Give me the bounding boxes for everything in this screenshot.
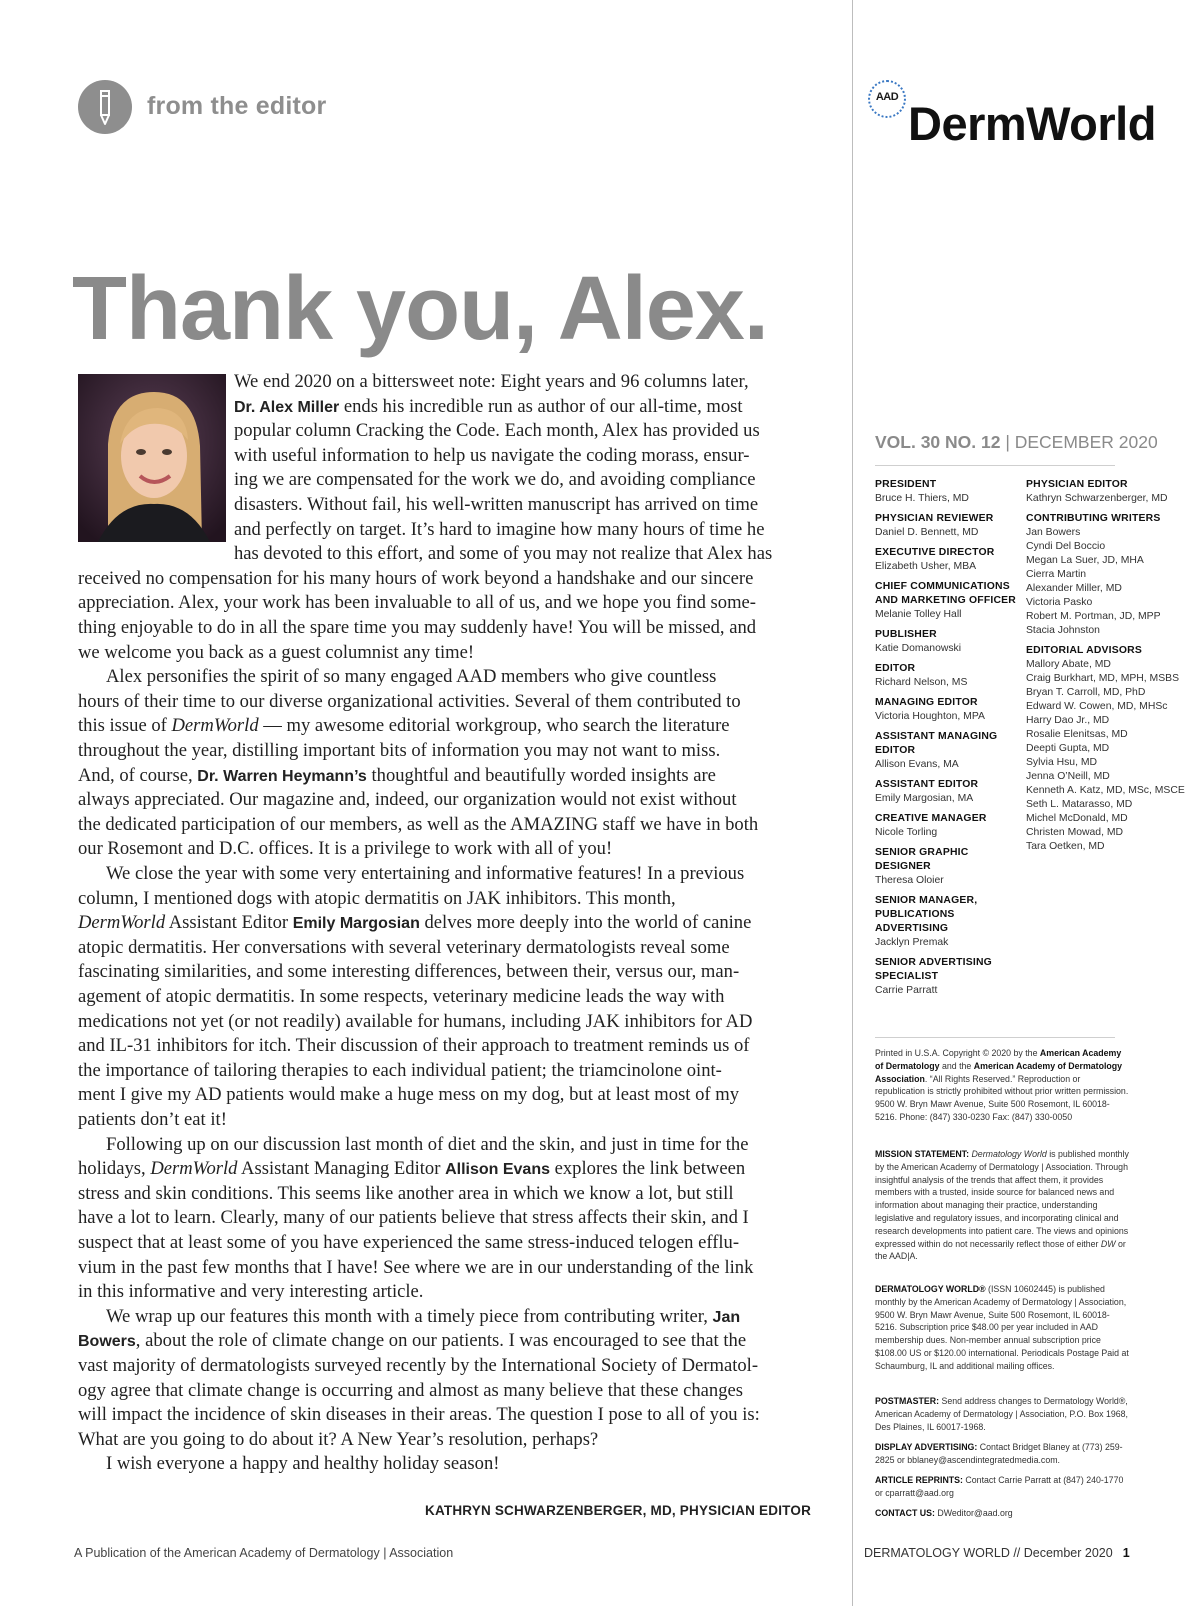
masthead-person: Craig Burkhart, MD, MPH, MSBS <box>1026 673 1180 684</box>
masthead-person: Cyndi Del Boccio <box>1026 541 1106 552</box>
body-line: patients don’t eat it! <box>78 1109 227 1130</box>
body-line: We end 2020 on a bittersweet note: Eight years and 96 columns later, <box>234 371 749 392</box>
mission-or: or the AAD|A. <box>875 1238 1126 1262</box>
body-name: Emily Margosian <box>292 915 420 933</box>
mission-text: is published monthly by the American Academy of Dermatology | Association. Through insightful analysis of the trends that affect them, it provides members with a trusted, inside source for balanced news and information about managing their practice, understanding legislative and regulatory issues, and incorporating clinical and research developments into patient care. The views and opinions expressed within do not necessarily reflect those of either <box>875 1149 1129 1249</box>
body-line: vast majority of dermatologists surveyed recently by the International Society of Dermatol- <box>78 1355 759 1376</box>
body-line: suspect that at least some of you have experienced the same stress-induced telogen efflu- <box>78 1232 740 1253</box>
masthead-person: Tara Oetken, MD <box>1026 841 1105 852</box>
masthead-person: Deepti Gupta, MD <box>1026 743 1110 754</box>
issue-date: | DECEMBER 2020 <box>1000 432 1158 452</box>
masthead-entry <box>875 956 1025 998</box>
logo-badge-text: AAD <box>875 91 899 103</box>
masthead-person: Carrie Parratt <box>875 985 938 996</box>
body-line: thing enjoyable to do in all the spare time you may suddenly have! You will be missed, and <box>78 617 757 638</box>
masthead-role: ASSISTANT MANAGING EDITOR <box>875 731 998 756</box>
masthead-person: Elizabeth Usher, MBA <box>875 561 977 572</box>
body-line: appreciation. Alex, your work has been invaluable to all of us, and we hope you find some- <box>78 592 756 614</box>
footer-pub: DERMATOLOGY WORLD // December 2020 <box>864 1546 1113 1560</box>
body-line: throughout the year, distilling important bits of information you may not want to miss. <box>78 740 721 761</box>
dermworld-logo: DermWorld <box>908 97 1156 150</box>
body-line: What are you going to do about it? A New Year’s resolution, perhaps? <box>78 1428 599 1450</box>
body-text: thoughtful and beautifully worded insights are <box>366 764 716 786</box>
reprints-text: Contact Carrie Parratt at (847) 240-1770 or cparratt@aad.org <box>875 1475 1124 1498</box>
masthead-entry <box>875 894 1025 950</box>
body-line <box>78 911 751 936</box>
masthead-person: Rosalie Elenitsas, MD <box>1026 729 1128 740</box>
masthead-role: ASSISTANT EDITOR <box>875 779 979 790</box>
body-line: the importance of tailoring therapies to each individual patient; the triamcinolone oint- <box>78 1059 722 1081</box>
masthead-person: Megan La Suer, JD, MHA <box>1026 555 1144 566</box>
body-line: agement of atopic dermatitis. In some respects, veterinary medicine leads the way with <box>78 986 725 1007</box>
body-line: we welcome you back as a guest columnist any time! <box>78 641 475 663</box>
body-line: have a lot to learn. Clearly, many of our patients believe that stress affects their skin, and I <box>78 1207 749 1229</box>
masthead-staff-right <box>1026 478 1186 860</box>
author-portrait <box>78 374 226 542</box>
mission-dw: DW <box>1100 1238 1116 1249</box>
body-name: Bowers <box>78 1333 136 1351</box>
masthead-role: CHIEF COMMUNICATIONS AND MARKETING OFFICER <box>875 581 1017 606</box>
body-text: delves more deeply into the world of canine <box>419 912 752 934</box>
masthead-divider <box>875 465 1115 466</box>
body-text: DermWorld Assistant Editor <box>78 912 293 934</box>
masthead-role: PUBLISHER <box>875 629 937 640</box>
masthead-entry <box>1026 512 1186 638</box>
body-name: Jan <box>712 1308 741 1326</box>
body-line <box>78 764 716 789</box>
masthead-role: SENIOR GRAPHIC DESIGNER <box>875 847 969 872</box>
body-line: fascinating similarities, and some interesting differences, between their, versus our, man- <box>78 961 740 983</box>
body-line: disasters. Without fail, his well-written manuscript has arrived on time <box>234 494 759 515</box>
mission-statement <box>875 1148 1130 1263</box>
headline: Thank you, Alex. <box>72 259 768 359</box>
masthead-entry <box>875 628 1025 656</box>
body-line: Following up on our discussion last month of diet and the skin, and just in time for the <box>106 1133 749 1155</box>
masthead-person: Robert M. Portman, JD, MPP <box>1026 611 1161 622</box>
masthead-entry <box>875 546 1025 574</box>
reprints-label: ARTICLE REPRINTS: <box>875 1475 963 1485</box>
body-line: I wish everyone a happy and healthy holiday season! <box>106 1453 500 1475</box>
body-text: And, of course, <box>78 764 198 786</box>
masthead-person: Bruce H. Thiers, MD <box>875 493 969 504</box>
masthead-role: SENIOR MANAGER, PUBLICATIONS ADVERTISING <box>875 895 978 934</box>
body-line: column, I mentioned dogs with atopic dermatitis on JAK inhibitors. This month, <box>78 887 676 909</box>
masthead-role: PHYSICIAN EDITOR <box>1026 479 1128 490</box>
body-line: ing we are compensated for the work we do, and avoiding compliance <box>234 469 756 491</box>
body-line <box>234 395 743 420</box>
body-name: Dr. Warren Heymann’s <box>197 767 367 785</box>
section-label: from the editor <box>147 92 327 120</box>
masthead-person: Alexander Miller, MD <box>1026 583 1122 594</box>
column-rule <box>852 0 853 1606</box>
masthead-entry <box>875 662 1025 690</box>
masthead-person: Daniel D. Bennett, MD <box>875 527 979 538</box>
masthead-person: Kathryn Schwarzenberger, MD <box>1026 493 1168 504</box>
pencil-icon <box>78 80 132 134</box>
masthead-role: PRESIDENT <box>875 479 937 490</box>
body-line: ment I give my AD patients would make a huge mess on my dog, but at least most of my <box>78 1084 740 1106</box>
masthead-person: Katie Domanowski <box>875 643 962 654</box>
masthead-person: Jenna O’Neill, MD <box>1026 771 1110 782</box>
body-line: has devoted to this effort, and some of you may not realize that Alex has <box>234 543 773 565</box>
body-line: medications not yet (or not readily) available for humans, including JAK inhibitors for AD <box>78 1010 753 1032</box>
masthead-person: Michel McDonald, MD <box>1026 813 1128 824</box>
body-name: Dr. Alex Miller <box>234 398 340 416</box>
postmaster-text: Send address changes to Dermatology World®, American Academy of Dermatology | Association, P.O. Box 1968, Des Plaines, IL 60017-1968. <box>875 1396 1128 1432</box>
masthead-person: Nicole Torling <box>875 827 938 838</box>
body-line: stress and skin conditions. This seems like another area in which we know a lot, but still <box>78 1182 734 1204</box>
copyright-assoc: American Academy of Dermatology Association <box>875 1060 1123 1084</box>
copyright-text: Printed in U.S.A. Copyright © 2020 by the <box>875 1048 1038 1058</box>
display-text: Contact Bridget Blaney at (773) 259-2825 or bblaney@ascendintegratedmedia.com. <box>875 1442 1123 1465</box>
body-line: hours of their time to our diverse organizational activities. Several of them contributed to <box>78 690 741 712</box>
masthead-entry <box>875 778 1025 806</box>
body-line: always appreciated. Our magazine and, indeed, our organization would not exist without <box>78 789 737 811</box>
masthead-person: Sylvia Hsu, MD <box>1026 757 1098 768</box>
copyright-org: American Academy of Dermatology <box>875 1048 1122 1071</box>
body-line <box>106 1305 740 1330</box>
masthead-person: Jan Bowers <box>1026 527 1081 538</box>
body-line: our Rosemont and D.C. offices. It is a privilege to work with all of you! <box>78 838 613 860</box>
body-line: Alex personifies the spirit of so many engaged AAD members who give countless <box>106 666 717 688</box>
display-label: DISPLAY ADVERTISING: <box>875 1442 978 1452</box>
postmaster-info <box>875 1395 1130 1433</box>
contact-label: CONTACT US: <box>875 1508 935 1518</box>
masthead-person: Theresa Oloier <box>875 875 944 886</box>
body-line: We close the year with some very entertaining and informative features! In a previous <box>106 863 745 884</box>
body-line: received no compensation for his many hours of work beyond a handshake and our sincere <box>78 567 754 589</box>
masthead-role: CREATIVE MANAGER <box>875 813 987 824</box>
masthead-person: Emily Margosian, MA <box>875 793 974 804</box>
body-line: this issue of DermWorld — my awesome editorial workgroup, who search the literature <box>78 715 730 737</box>
masthead-person: Melanie Tolley Hall <box>875 609 962 620</box>
body-line: and perfectly on target. It’s hard to imagine how many hours of time he <box>234 518 765 540</box>
body-line: ogy agree that climate change is occurring and almost as many believe that these changes <box>78 1379 743 1401</box>
editor-signature: KATHRYN SCHWARZENBERGER, MD, PHYSICIAN EDITOR <box>425 1503 812 1518</box>
body-text: holidays, DermWorld Assistant Managing Editor <box>78 1158 446 1180</box>
masthead-person: Edward W. Cowen, MD, MHSc <box>1026 701 1168 712</box>
masthead-role: EDITORIAL ADVISORS <box>1026 645 1142 656</box>
masthead-role: EXECUTIVE DIRECTOR <box>875 547 995 558</box>
masthead-role: PHYSICIAN REVIEWER <box>875 513 994 524</box>
footer-publication: A Publication of the American Academy of Dermatology | Association <box>74 1546 454 1560</box>
masthead-person: Jacklyn Premak <box>875 937 949 948</box>
issue-volume <box>875 432 1158 453</box>
body-line: will impact the incidence of skin diseases in their areas. The question I pose to all of you is: <box>78 1404 760 1426</box>
masthead-person: Kenneth A. Katz, MD, MSc, MSCE <box>1026 785 1185 796</box>
masthead-entry <box>875 512 1025 540</box>
reprints-info <box>875 1474 1130 1500</box>
masthead-entry <box>875 478 1025 506</box>
fineprint-divider <box>875 1037 1115 1038</box>
body-line: the dedicated participation of our members, as well as the AMAZING staff we have in both <box>78 813 759 835</box>
masthead-person: Stacia Johnston <box>1026 625 1100 636</box>
masthead-entry <box>1026 478 1186 506</box>
copyright-notice <box>875 1047 1130 1124</box>
masthead-entry <box>875 580 1025 622</box>
masthead-entry <box>875 696 1025 724</box>
masthead-person: Cierra Martin <box>1026 569 1087 580</box>
volume-number: VOL. 30 NO. 12 <box>875 432 1001 452</box>
footer-issue <box>864 1546 1130 1560</box>
dw-label: DERMATOLOGY WORLD® <box>875 1284 986 1294</box>
masthead-role: CONTRIBUTING WRITERS <box>1026 513 1161 524</box>
body-line: atopic dermatitis. Her conversations with several veterinary dermatologists reveal some <box>78 936 730 958</box>
body-text: explores the link between <box>549 1158 746 1180</box>
masthead-person: Harry Dao Jr., MD <box>1026 715 1110 726</box>
masthead-role: SENIOR ADVERTISING SPECIALIST <box>875 957 992 982</box>
body-line: popular column Cracking the Code. Each month, Alex has provided us <box>234 420 760 442</box>
body-text: ends his incredible run as author of our all-time, most <box>339 395 743 417</box>
postmaster-label: POSTMASTER: <box>875 1396 940 1406</box>
masthead-person: Bryan T. Carroll, MD, PhD <box>1026 687 1146 698</box>
publication-info <box>875 1283 1130 1373</box>
masthead-entry <box>875 812 1025 840</box>
masthead-person: Mallory Abate, MD <box>1026 659 1111 670</box>
masthead-role: MANAGING EDITOR <box>875 697 978 708</box>
body-line: vium in the past few months that I have! See where we are in our understanding of the link <box>78 1256 754 1278</box>
body-line <box>78 1329 746 1354</box>
dw-text: (ISSN 10602445) is published monthly by the American Academy of Dermatology | Association, 9500 W. Bryn Mawr Avenue, Suite 500 Rosemont, IL 60018-5216. Subscription price $48.00 per year included in AAD membership dues. Non-member annual subscription price $108.00 US or $120.00 international. Periodicals Postage Paid at Schaumburg, IL and additional mailing offices. <box>875 1284 1129 1371</box>
masthead-person: Richard Nelson, MS <box>875 677 968 688</box>
page-number: 1 <box>1122 1546 1130 1560</box>
masthead-entry <box>875 846 1025 888</box>
body-line: and IL-31 inhibitors for itch. Their discussion of their approach to treatment reminds us of <box>78 1035 750 1057</box>
masthead-person: Victoria Pasko <box>1026 597 1093 608</box>
masthead-person: Christen Mowad, MD <box>1026 827 1124 838</box>
mission-label: MISSION STATEMENT: <box>875 1149 969 1159</box>
masthead-person: Allison Evans, MA <box>875 759 959 770</box>
masthead-role: EDITOR <box>875 663 916 674</box>
copyright-and: and the <box>939 1060 972 1071</box>
display-advertising-info <box>875 1441 1130 1467</box>
mission-pub: Dermatology World <box>971 1149 1047 1159</box>
body-name: Allison Evans <box>445 1161 550 1179</box>
contact-text: DWeditor@aad.org <box>934 1508 1013 1518</box>
aad-seal-logo <box>868 80 906 118</box>
masthead-entry <box>875 730 1025 772</box>
body-text: , about the role of climate change on our patients. I was encouraged to see that the <box>135 1330 747 1352</box>
body-line: in this informative and very interesting article. <box>78 1281 424 1303</box>
body-line: with useful information to help us navigate the coding morass, ensur- <box>234 444 750 466</box>
contact-info <box>875 1507 1130 1520</box>
masthead-person: Seth L. Matarasso, MD <box>1026 799 1133 810</box>
masthead-entry <box>1026 644 1186 854</box>
masthead-staff-left <box>875 478 1025 1004</box>
copyright-rights: . “All Rights Reserved.” Reproduction or republication is strictly prohibited without prior written permission. 9500 W. Bryn Mawr Avenue, Suite 500 Rosemont, IL 60018-5216. Phone: (847) 330-0230 Fax: (847) 330-0050 <box>875 1073 1129 1122</box>
masthead-person: Victoria Houghton, MPA <box>875 711 985 722</box>
body-line <box>78 1157 745 1182</box>
body-text: We wrap up our features this month with a timely piece from contributing writer, <box>106 1305 713 1327</box>
